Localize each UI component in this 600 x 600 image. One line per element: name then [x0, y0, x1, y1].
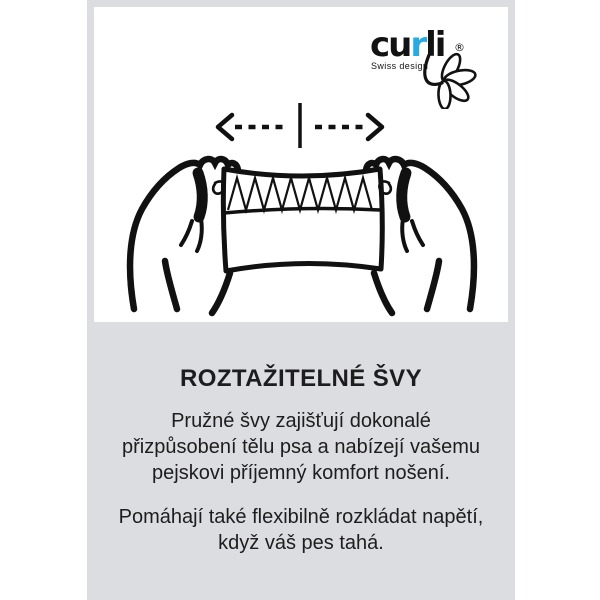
text-line: když váš pes tahá.	[218, 532, 384, 554]
fabric-strap	[223, 169, 382, 271]
illustration-panel	[94, 7, 508, 322]
text-line: pejskovi příjemný komfort nošení.	[152, 462, 450, 484]
section-title: ROZTAŽITELNÉ ŠVY	[180, 365, 422, 392]
text-line: Pomáhají také flexibilně rozkládat napětí,	[118, 506, 484, 528]
product-info-card	[87, 0, 515, 600]
text-line: přizpůsobení tělu psa a nabízejí vašemu	[122, 436, 480, 458]
paragraph-benefits	[87, 408, 515, 486]
stretch-arrows-icon	[218, 103, 382, 148]
info-section	[87, 322, 515, 556]
text-line: Pružné švy zajišťují dokonalé	[171, 410, 431, 432]
swiss-design-tagline: Swiss design	[371, 61, 429, 71]
brand-text: curli	[370, 27, 445, 65]
hands-stretching-fabric-illustration	[94, 7, 508, 322]
paragraph-tension	[87, 504, 515, 556]
registered-mark: ®	[454, 41, 465, 54]
